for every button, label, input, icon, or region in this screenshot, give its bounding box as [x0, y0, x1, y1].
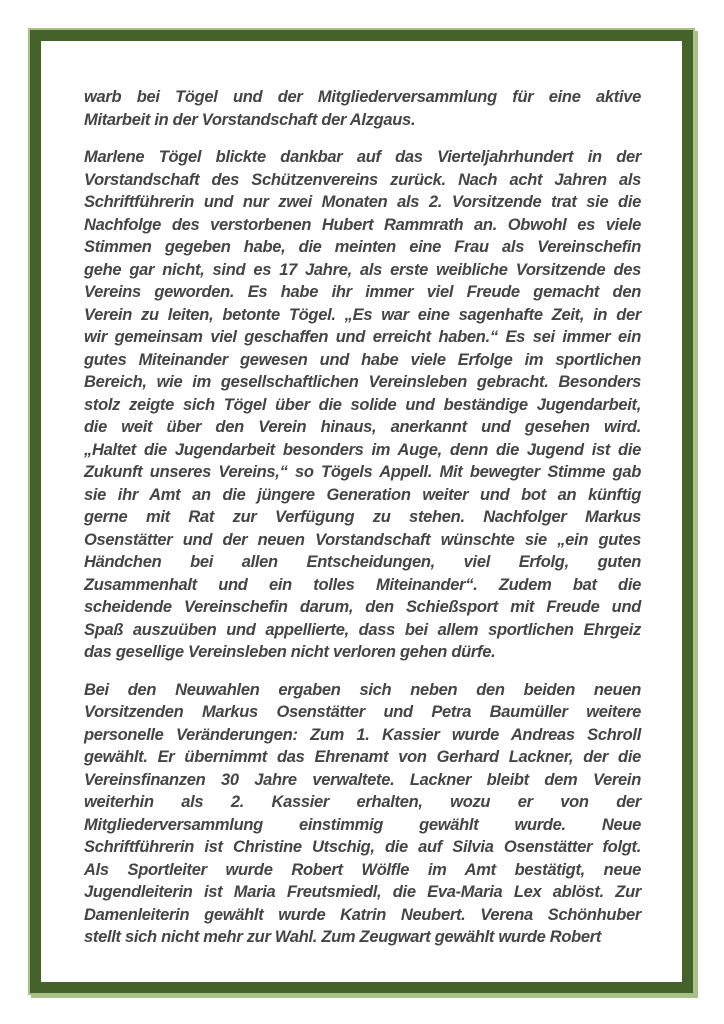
- text-line: „Haltet die Jugendarbeit besonders im Auge, denn die Jugend ist die: [84, 440, 641, 459]
- text-line: Vorsitzenden Markus Osenstätter und Petra Baumüller weitere: [84, 703, 641, 721]
- text-line: Spaß auszuüben und appellierte, dass bei allem sportlichen Ehrgeiz: [84, 620, 641, 639]
- text-line: gerne mit Rat zur Verfügung zu stehen. Nachfolger Markus: [84, 508, 641, 526]
- text-line: Stimmen gegeben habe, die meinten eine Frau als Vereinschefin: [84, 238, 641, 256]
- text-line: Vereinsfinanzen 30 Jahre verwaltete. Lackner bleibt dem Verein: [84, 770, 641, 789]
- document-text: [41, 41, 682, 949]
- paragraph: [84, 86, 641, 131]
- text-line: Mitgliederversammlung einstimmig gewählt wurde. Neue: [84, 815, 641, 834]
- text-line: gehe gar nicht, sind es 17 Jahre, als erste weibliche Vorsitzende des: [84, 260, 641, 279]
- text-line: Händchen bei allen Entscheidungen, viel Erfolg, guten: [84, 553, 641, 571]
- text-line: Vereins geworden. Es habe ihr immer viel Freude gemacht den: [84, 283, 641, 301]
- text-line: Zusammenhalt und ein tolles Miteinander“. Zudem bat die: [84, 575, 641, 594]
- text-line: Mitarbeit in der Vorstandschaft der Alzgaus.: [84, 110, 416, 129]
- text-line: stolz zeigte sich Tögel über die solide und beständige Jugendarbeit,: [84, 395, 641, 414]
- text-line: das gesellige Vereinsleben nicht verloren gehen dürfe.: [84, 643, 496, 661]
- text-line: wir gemeinsam viel geschaffen und erreicht haben.“ Es sei immer ein: [84, 328, 641, 346]
- text-line: Marlene Tögel blickte dankbar auf das Vierteljahrhundert in der: [84, 148, 641, 166]
- text-line: scheidende Vereinschefin darum, den Schießsport mit Freude und: [84, 598, 641, 616]
- text-line: Osenstätter und der neuen Vorstandschaft wünschte sie „ein gutes: [84, 530, 641, 549]
- page-border-frame: [30, 30, 693, 993]
- text-line: stellt sich nicht mehr zur Wahl. Zum Zeugwart gewählt wurde Robert: [84, 928, 602, 946]
- text-line: warb bei Tögel und der Mitgliederversammlung für eine aktive: [84, 88, 641, 106]
- text-line: Damenleiterin gewählt wurde Katrin Neubert. Verena Schönhuber: [84, 905, 641, 924]
- text-line: gewählt. Er übernimmt das Ehrenamt von Gerhard Lackner, der die: [84, 748, 641, 766]
- text-line: Nachfolge des verstorbenen Hubert Rammrath an. Obwohl es viele: [84, 215, 641, 234]
- text-line: Jugendleiterin ist Maria Freutsmiedl, die Eva-Maria Lex ablöst. Zur: [84, 883, 641, 901]
- paragraph: [84, 146, 641, 664]
- text-line: Vorstandschaft des Schützenvereins zurück. Nach acht Jahren als: [84, 170, 641, 189]
- text-line: Verein zu leiten, betonte Tögel. „Es war eine sagenhafte Zeit, in der: [84, 305, 641, 324]
- text-line: weiterhin als 2. Kassier erhalten, wozu er von der: [84, 793, 641, 811]
- text-line: Schriftführerin und nur zwei Monaten als 2. Vorsitzende trat sie die: [84, 193, 641, 211]
- text-line: Bereich, wie im gesellschaftlichen Vereinsleben gebracht. Besonders: [84, 373, 641, 391]
- text-line: die weit über den Verein hinaus, anerkannt und gesehen wird.: [84, 418, 641, 436]
- text-line: gutes Miteinander gewesen und habe viele Erfolge im sportlichen: [84, 350, 641, 369]
- text-line: Als Sportleiter wurde Robert Wölfle im Amt bestätigt, neue: [84, 860, 641, 879]
- text-line: personelle Veränderungen: Zum 1. Kassier wurde Andreas Schroll: [84, 725, 641, 744]
- text-line: sie ihr Amt an die jüngere Generation weiter und bot an künftig: [84, 485, 641, 504]
- text-line: Zukunft unseres Vereins,“ so Tögels Appell. Mit bewegter Stimme gab: [84, 463, 641, 481]
- text-line: Schriftführerin ist Christine Utschig, die auf Silvia Osenstätter folgt.: [84, 838, 641, 856]
- text-line: Bei den Neuwahlen ergaben sich neben den beiden neuen: [84, 680, 641, 699]
- paragraph: [84, 679, 641, 949]
